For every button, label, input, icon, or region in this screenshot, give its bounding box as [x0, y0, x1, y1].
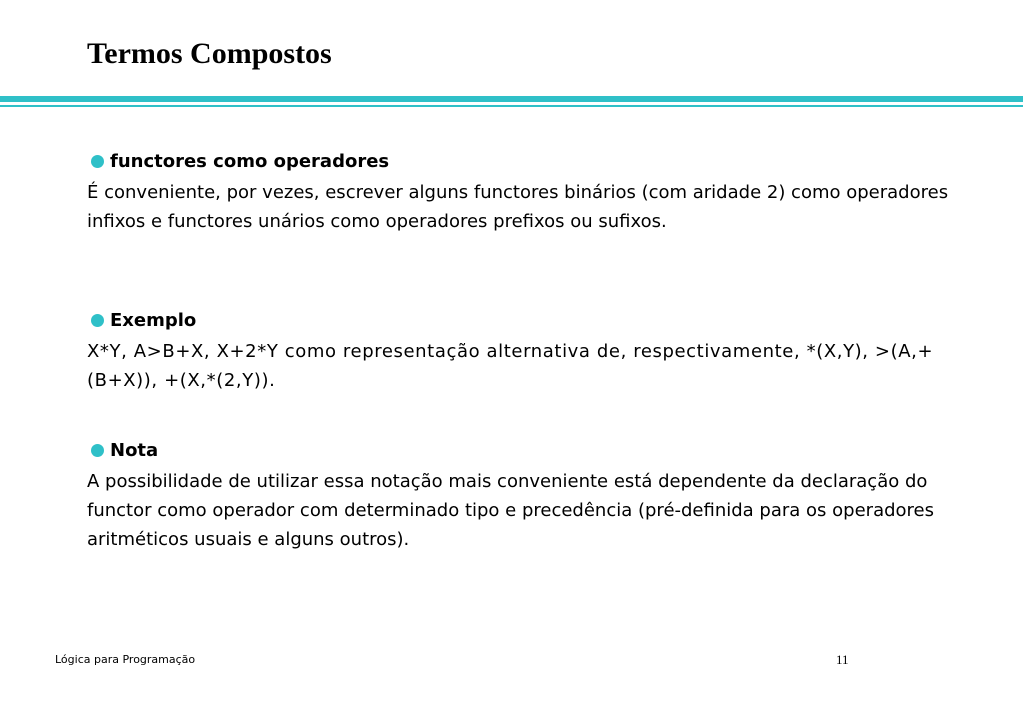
section-heading: Exemplo [110, 309, 197, 331]
slide-title: Termos Compostos [87, 37, 332, 70]
section-nota [87, 437, 967, 554]
footer-page-number: 11 [836, 652, 849, 667]
section-functores [87, 148, 967, 236]
section-heading: Nota [110, 439, 159, 461]
footer-course-name: Lógica para Programação [55, 653, 196, 666]
section-exemplo [87, 307, 967, 395]
section-body: É conveniente, por vezes, escrever alguns functores binários (com aridade 2) como operadores infixos e functores unários como operadores prefixos ou sufixos. [87, 182, 949, 232]
section-heading: functores como operadores [110, 150, 390, 172]
bullet-dot-icon [91, 155, 104, 168]
bullet-dot-icon [91, 444, 104, 457]
section-body: X*Y, A>B+X, X+2*Y como representação alternativa de, respectivamente, *(X,Y), >(A,+(B+X)), +(X,*(2,Y)). [87, 341, 934, 391]
bullet-dot-icon [91, 314, 104, 327]
section-body: A possibilidade de utilizar essa notação mais conveniente está dependente da declaração do functor como operador com determinado tipo e precedência (pré-definida para os operadores aritméticos usuais e alguns outros). [87, 471, 934, 550]
bullet-row [87, 307, 967, 333]
bullet-row [87, 148, 967, 174]
bullet-row [87, 437, 967, 463]
